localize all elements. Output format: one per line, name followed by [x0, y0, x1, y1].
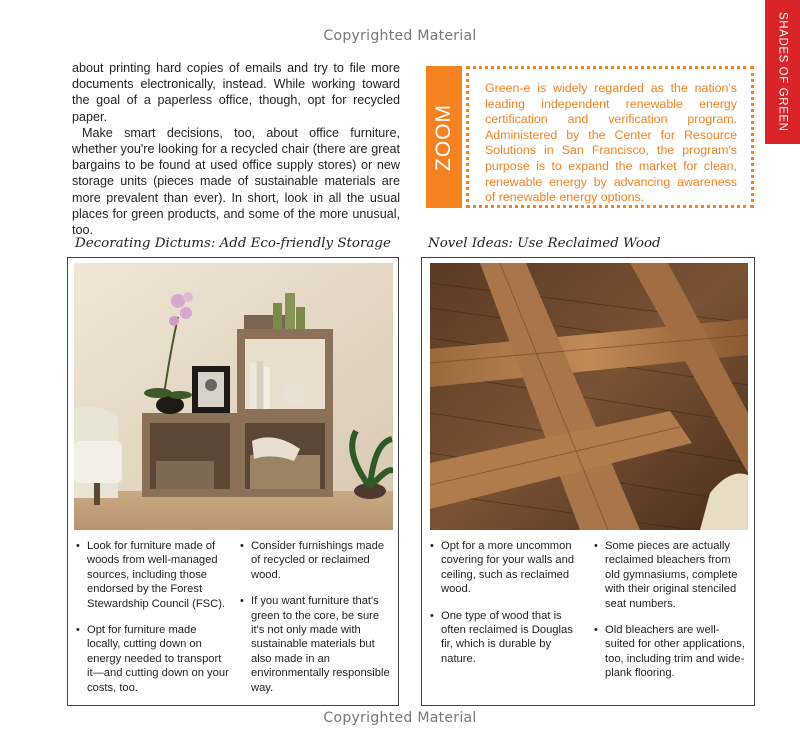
storage-room-image	[74, 263, 393, 530]
zoom-sidebar	[466, 66, 754, 208]
list-item: • Look for furniture made of woods from well-managed sources, including those endorsed by the Forest Stewardship Council (FSC).	[76, 539, 230, 611]
body-text	[72, 60, 400, 238]
section-tab	[765, 0, 800, 144]
list-item: • Opt for a more uncommon covering for your walls and ceiling, such as reclaimed wood.	[430, 539, 584, 597]
copyright-watermark-bottom: Copyrighted Material	[323, 710, 477, 726]
list-item: • Opt for furniture made locally, cutting down on energy needed to transport it—and cutting down on your costs, too.	[76, 623, 230, 695]
panel-title-reclaimed-wood: Novel Ideas: Use Reclaimed Wood	[428, 236, 661, 251]
zoom-text: Green-e is widely regarded as the nation's leading independent renewable energy certification and verification program. Administered by the Center for Resource Solutions in San Francisco, the program's purpose is to expand the market for clean, renewable energy by advancing awareness of renewable energy options.	[485, 81, 737, 205]
list-item: • Consider furnishings made of recycled or reclaimed wood.	[240, 539, 394, 582]
wood-ceiling-image	[430, 263, 748, 530]
panel-storage	[67, 257, 399, 706]
zoom-label-text: ZOOM	[432, 103, 455, 171]
panel-reclaimed-wood	[421, 257, 755, 706]
list-item: • If you want furniture that's green to the core, be sure it's not only made with sustainable materials but also made in an environmentally responsible way.	[240, 594, 394, 695]
tips-column-2	[240, 539, 394, 707]
copyright-watermark-top: Copyrighted Material	[323, 28, 477, 44]
wood-ceiling-photo	[430, 263, 748, 530]
tips-column-1	[76, 539, 230, 707]
panel-title-storage: Decorating Dictums: Add Eco-friendly Storage	[75, 236, 391, 251]
storage-tips	[76, 539, 394, 707]
tips-column-1	[430, 539, 584, 693]
body-paragraph: Make smart decisions, too, about office furniture, whether you're looking for a recycled chair (there are great bargains to be found at used office supply stores) or new storage units (pieces made of sustainable materials are more prevalent than ever). In short, look in all the usual places for green products, and some of the more unusual, too.	[72, 125, 400, 238]
section-tab-label: SHADES OF GREEN	[776, 12, 789, 132]
reclaimed-wood-tips	[430, 539, 748, 693]
tips-column-2	[594, 539, 748, 693]
list-item: • Old bleachers are well-suited for other applications, too, including trim and wide-plank flooring.	[594, 623, 748, 681]
body-paragraph: about printing hard copies of emails and try to file more documents electronically, instead. While working toward the goal of a paperless office, though, opt for recycled paper.	[72, 61, 400, 124]
list-item: • One type of wood that is often reclaimed is Douglas fir, which is durable by nature.	[430, 609, 584, 667]
storage-photo	[74, 263, 393, 530]
list-item: • Some pieces are actually reclaimed bleachers from old gymnasiums, complete with their original stenciled seat numbers.	[594, 539, 748, 611]
zoom-label	[426, 66, 462, 208]
